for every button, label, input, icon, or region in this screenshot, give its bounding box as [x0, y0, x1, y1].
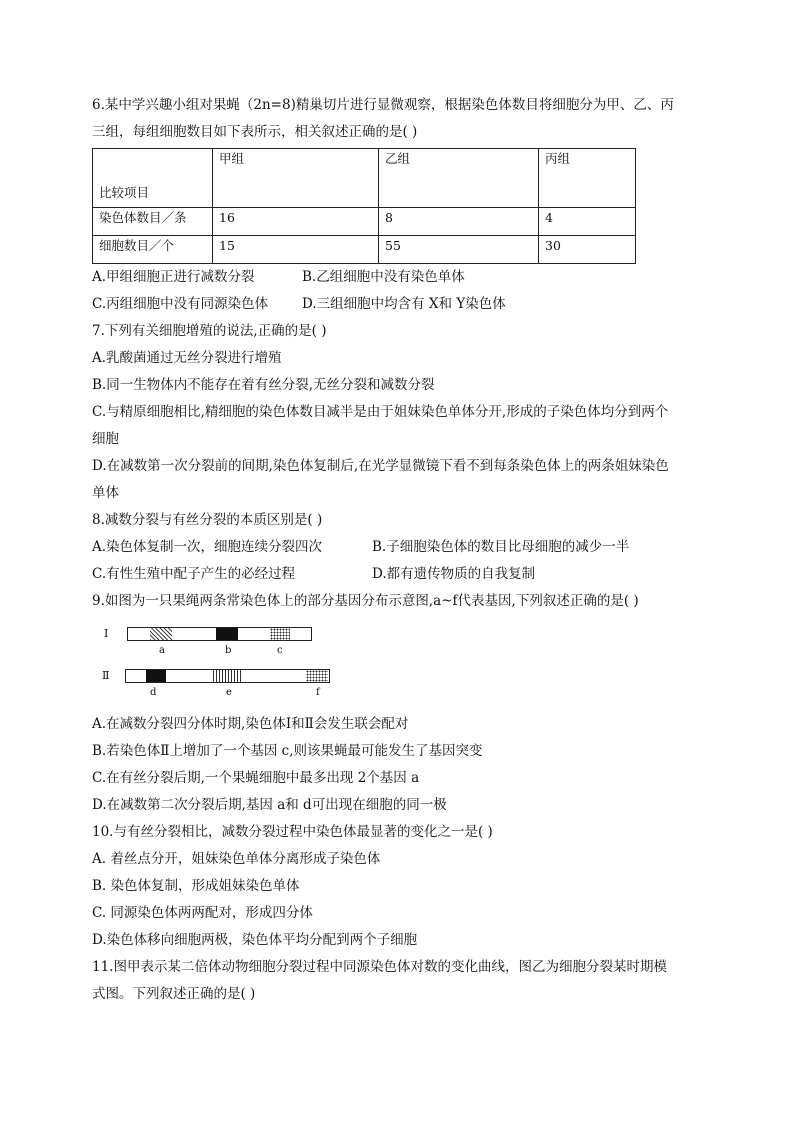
table-cell: 4 — [539, 208, 636, 236]
option-d-line-2: 单体 — [92, 485, 119, 501]
option-a: A.甲组细胞正进行减数分裂 — [92, 269, 255, 285]
option-c: C. 同源染色体两两配对，形成四分体 — [92, 905, 313, 921]
table-cell: 染色体数目／条 — [93, 208, 213, 236]
option-a: A.乳酸菌通过无丝分裂进行增殖 — [92, 350, 282, 366]
gene-band-d — [146, 670, 166, 682]
chromosome-1-label: Ⅰ — [104, 627, 109, 640]
question-6-options-ab — [92, 264, 712, 291]
option-c: C.在有丝分裂后期,一个果蝇细胞中最多出现 2个基因 a — [92, 770, 420, 786]
option-a: A.染色体复制一次，细胞连续分裂四次 — [92, 539, 323, 555]
question-8-options-cd — [92, 561, 712, 588]
gene-band-f — [306, 670, 328, 682]
table-row — [93, 236, 636, 264]
option-c-line-2: 细胞 — [92, 431, 119, 447]
option-b: B.子细胞染色体的数目比母细胞的减少一半 — [372, 539, 630, 555]
option-d: D.三组细胞中均含有 X和 Y染色体 — [302, 296, 506, 312]
question-11-stem-line-1: 11.图甲表示某二倍体动物细胞分裂过程中同源染色体对数的变化曲线，图乙为细胞分裂某时期模 — [92, 959, 667, 975]
table-cell: 30 — [539, 236, 636, 264]
option-d: D.染色体移向细胞两极，染色体平均分配到两个子细胞 — [92, 932, 418, 948]
option-a: A. 着丝点分开，姐妹染色单体分离形成子染色体 — [92, 851, 381, 867]
table-cell: 15 — [213, 236, 379, 264]
gene-label-b: b — [225, 645, 232, 656]
chromosome-figure — [92, 615, 712, 711]
gene-label-c: c — [277, 645, 283, 656]
option-d: D.都有遗传物质的自我复制 — [372, 566, 536, 582]
table-col-header: 甲组 — [213, 149, 379, 208]
table-cell: 8 — [379, 208, 539, 236]
question-10 — [92, 819, 712, 954]
gene-label-d: d — [150, 687, 157, 698]
chromosome-2 — [125, 669, 330, 683]
question-6 — [92, 92, 712, 318]
question-10-stem: 10.与有丝分裂相比，减数分裂过程中染色体最显著的变化之一是( ) — [92, 824, 493, 840]
comparison-table — [92, 148, 636, 264]
question-7 — [92, 318, 712, 507]
table-cell: 55 — [379, 236, 539, 264]
gene-label-a: a — [159, 645, 165, 656]
table-row-header: 比较项目 — [93, 149, 213, 208]
gene-band-e — [213, 670, 243, 682]
option-c-line-1: C.与精原细胞相比,精细胞的染色体数目减半是由于姐妹染色单体分开,形成的子染色体均分到两个 — [92, 404, 669, 420]
question-8 — [92, 507, 712, 588]
table-col-header: 乙组 — [379, 149, 539, 208]
question-8-options-ab — [92, 534, 712, 561]
option-d-line-1: D.在减数第一次分裂前的间期,染色体复制后,在光学显微镜下看不到每条染色体上的两条姐妹染色 — [92, 458, 669, 474]
table-cell: 细胞数目／个 — [93, 236, 213, 264]
question-7-stem: 7.下列有关细胞增殖的说法,正确的是( ) — [92, 323, 327, 339]
exam-page — [92, 92, 712, 1008]
option-b: B.乙组细胞中没有染色单体 — [302, 269, 465, 285]
gene-band-a — [150, 628, 172, 640]
question-11-stem-line-2: 式图。下列叙述正确的是( ) — [92, 986, 256, 1002]
chromosome-1 — [127, 627, 312, 641]
table-row — [93, 208, 636, 236]
question-6-stem-line-2: 三组，每组细胞数目如下表所示，相关叙述正确的是( ) — [92, 124, 418, 140]
option-c: C.有性生殖中配子产生的必经过程 — [92, 566, 296, 582]
option-d: D.在减数第二次分裂后期,基因 a和 d可出现在细胞的同一极 — [92, 797, 447, 813]
gene-band-c — [270, 628, 290, 640]
option-b: B.同一生物体内不能存在着有丝分裂,无丝分裂和减数分裂 — [92, 377, 435, 393]
question-8-stem: 8.减数分裂与有丝分裂的本质区别是( ) — [92, 512, 323, 528]
question-9 — [92, 588, 712, 819]
gene-label-f: f — [316, 687, 320, 698]
question-6-options-cd — [92, 291, 712, 318]
gene-band-b — [216, 628, 238, 640]
option-c: C.丙组细胞中没有同源染色体 — [92, 296, 269, 312]
question-11 — [92, 954, 712, 1008]
option-b: B.若染色体Ⅱ上增加了一个基因 c,则该果蝇最可能发生了基因突变 — [92, 743, 483, 759]
chromosome-2-label: Ⅱ — [102, 669, 110, 682]
table-col-header: 丙组 — [539, 149, 636, 208]
option-b: B. 染色体复制，形成姐妹染色单体 — [92, 878, 300, 894]
question-9-stem: 9.如图为一只果绳两条常染色体上的部分基因分布示意图,a~f代表基因,下列叙述正确的是( ) — [92, 593, 639, 609]
question-6-stem-line-1: 6.某中学兴趣小组对果蝇（2n=8)精巢切片进行显微观察，根据染色体数目将细胞分为甲、乙、丙 — [92, 97, 674, 113]
table-cell: 16 — [213, 208, 379, 236]
option-a: A.在减数分裂四分体时期,染色体Ⅰ和Ⅱ会发生联会配对 — [92, 716, 409, 732]
gene-label-e: e — [226, 687, 232, 698]
table-header-row — [93, 149, 636, 208]
